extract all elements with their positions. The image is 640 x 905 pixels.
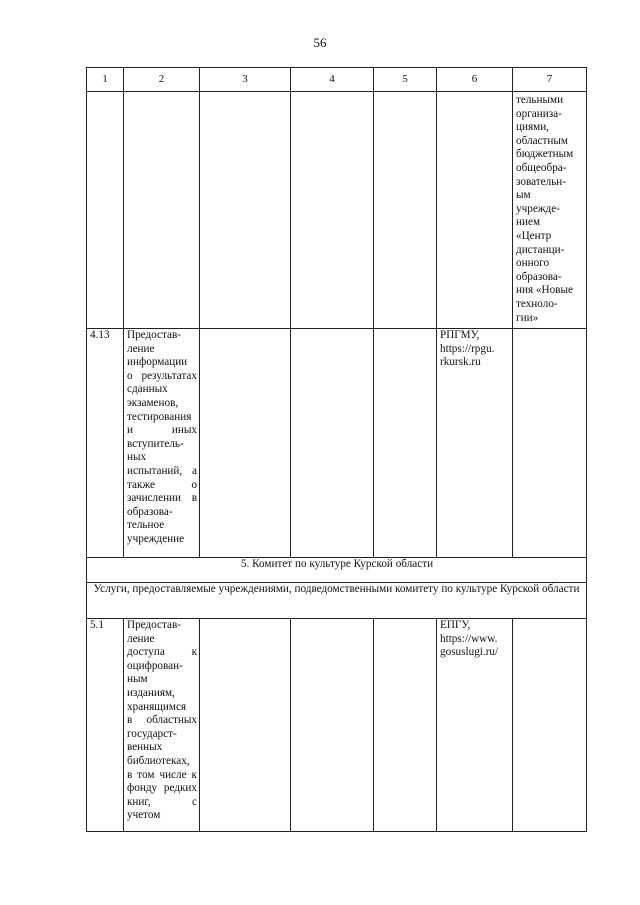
table-row-continuation: [87, 92, 587, 329]
cell-empty: [200, 92, 291, 329]
cell-text-line: в областных: [127, 714, 197, 727]
header-col-5: 5: [374, 68, 437, 92]
cell-text-line: ЕПГУ,: [440, 619, 471, 631]
header-col-7: 7: [513, 68, 587, 92]
cell-text-line: техноло-: [516, 297, 558, 310]
cell-service-name: [124, 619, 200, 832]
page-number: 56: [313, 35, 327, 50]
cell-text-line: образова-: [127, 505, 173, 518]
cell-text-line: тельными: [516, 94, 564, 106]
cell-text-line: и иных: [127, 424, 197, 437]
cell-portal: [437, 329, 513, 558]
cell-organization-continued: [513, 92, 587, 329]
cell-text-line: тельное: [127, 519, 165, 532]
cell-text-line: учреждение: [127, 532, 185, 545]
cell-text-line: gosuslugi.ru/: [440, 646, 499, 659]
cell-text-line: бюджетным: [516, 148, 574, 161]
cell-text-line: «Центр: [516, 229, 552, 242]
cell-text-line: сданных: [127, 383, 168, 396]
services-table: [86, 67, 587, 832]
cell-text-line: https://www.: [440, 632, 498, 645]
table-row-5-1: [87, 619, 587, 832]
cell-text-line: нием: [516, 216, 541, 229]
table-row-4-13: [87, 329, 587, 558]
cell-text-line: тестирования: [127, 410, 192, 423]
cell-portal: [437, 619, 513, 832]
section-title: 5. Комитет по культуре Курской области: [87, 558, 587, 583]
cell-text-line: организа-: [516, 107, 562, 120]
cell-text-line: областным: [516, 134, 568, 147]
cell-text-line: библиотеках,: [127, 754, 190, 767]
cell-text-line: также о: [127, 478, 197, 491]
cell-empty: [513, 619, 587, 832]
header-row: [87, 68, 587, 92]
cell-empty: [87, 92, 124, 329]
cell-text-line: в том числе к: [127, 768, 197, 781]
cell-text-line: испытаний, а: [127, 464, 197, 477]
cell-empty: [513, 329, 587, 558]
cell-text-line: ление: [127, 632, 155, 645]
cell-text-line: учетом: [127, 809, 161, 822]
cell-text-line: циями,: [516, 121, 549, 134]
cell-text-line: фонду редких: [127, 782, 197, 795]
cell-text-line: ным: [127, 673, 148, 686]
cell-text-line: зачислении в: [127, 492, 197, 505]
cell-text-line: венных: [127, 741, 163, 754]
cell-service-name: [124, 329, 200, 558]
cell-text-line: дистанци-: [516, 243, 565, 256]
cell-text-line: информации: [127, 356, 188, 369]
cell-text-line: гии»: [516, 311, 539, 324]
header-col-1: 1: [87, 68, 124, 92]
cell-text-line: о результатах: [127, 369, 197, 382]
cell-text-line: Предостав-: [127, 329, 182, 341]
cell-empty: [437, 92, 513, 329]
cell-text-line: экзаменов,: [127, 396, 179, 409]
cell-empty: [124, 92, 200, 329]
cell-text-line: РПГМУ,: [440, 329, 480, 341]
header-col-3: 3: [200, 68, 291, 92]
cell-empty: [291, 329, 374, 558]
cell-text-line: образова-: [516, 270, 562, 283]
cell-text-line: государст-: [127, 727, 177, 740]
header-col-2: 2: [124, 68, 200, 92]
cell-text-line: книг, с: [127, 795, 197, 808]
cell-text-line: ление: [127, 342, 155, 355]
cell-text-line: https://rpgu.: [440, 342, 495, 355]
section-title-row: [87, 558, 587, 583]
row-number: 5.1: [87, 619, 124, 832]
cell-text-line: оцифрован-: [127, 659, 183, 672]
cell-text-line: онного: [516, 257, 550, 270]
cell-text-line: rkursk.ru: [440, 356, 481, 369]
cell-text-line: хранящимся: [127, 700, 187, 713]
cell-empty: [374, 92, 437, 329]
cell-text-line: учрежде-: [516, 202, 560, 215]
cell-text-line: зовательн-: [516, 175, 567, 188]
cell-text-line: ым: [516, 189, 531, 202]
cell-text-line: общеобра-: [516, 161, 567, 174]
section-subtitle-row: [87, 583, 587, 619]
row-number: 4.13: [87, 329, 124, 558]
cell-empty: [374, 329, 437, 558]
cell-text-line: изданиям,: [127, 686, 175, 699]
cell-empty: [291, 92, 374, 329]
cell-empty: [374, 619, 437, 832]
cell-empty: [200, 329, 291, 558]
cell-text-line: ния «Новые: [516, 284, 573, 297]
header-col-4: 4: [291, 68, 374, 92]
cell-empty: [200, 619, 291, 832]
cell-text-line: вступитель-: [127, 437, 184, 450]
cell-text-line: доступа к: [127, 646, 197, 659]
section-subtitle: Услуги, предоставляемые учреждениями, подведомственными комитету по культуре Курской области: [87, 583, 587, 619]
cell-text-line: Предостав-: [127, 619, 182, 631]
header-col-6: 6: [437, 68, 513, 92]
cell-empty: [291, 619, 374, 832]
cell-text-line: ных: [127, 451, 147, 464]
